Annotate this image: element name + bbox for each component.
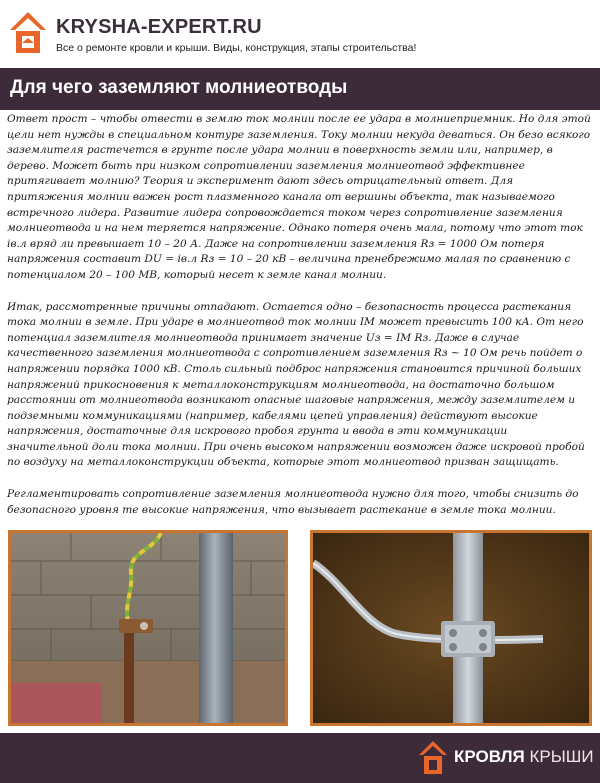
footer-brand-part2: КРЫШИ bbox=[529, 747, 594, 766]
article-paragraph: Итак, рассмотренные причины отпадают. Остается одно – безопасность процесса растекания тока молнии в земле. При ударе в молниеотвод ток молнии IM может превысить 100 кА. От него потенциал заземлителя молниеотвода принимает значение Uз = IM Rз. Даже в случае качественного заземления молниеотвода с сопротивлением заземления Rз ~ 10 Ом речь пойдет о напряжении порядка 1000 кВ. Столь сильный подброс напряжения становится причиной больших напряжений прикосновения к металлоконструкциям молниеотвода, на достаточно большом расстоянии от молниеотвода возникают опасные шаговые напряжения, между заземлителем и подземными коммуникациями (например, кабелями цепей управления) действуют высокие напряжения, достаточные для искрового пробоя грунта и ввода в эти коммуникации значительной доли тока молнии. При очень высоком напряжении возможен даже искровой пробой по воздуху на металлоконструкции объекта, которые этот молниеотвод призван защищать. bbox=[7, 300, 585, 469]
footer-brand-part1: КРОВЛЯ bbox=[454, 747, 525, 766]
footer-brand[interactable] bbox=[454, 747, 594, 767]
house-logo-icon[interactable] bbox=[8, 10, 48, 56]
grounding-rod-illustration bbox=[11, 533, 285, 723]
site-header bbox=[0, 0, 600, 68]
article-paragraph: Ответ прост – чтобы отвести в землю ток молнии после ее удара в молниеприемник. Но для этой цели нет нужды в специальном контуре заземления. Току молнии некуда деваться. Он безо всякого заземлителя растечется в грунте после удара молнии в поверхность земли или, например, в дерево. Может быть при низком сопротивлении заземления молниеотвод эффективнее притягивает молнию? Теория и эксперимент дают здесь отрицательный ответ. Для притяжения молнии важен рост плазменного канала от вершины объекта, так называемого встречного лидера. Развитие лидера сопровождается током через сопротивление заземления молниеотвода и на нем теряется напряжение. Однако потеря очень мала, потому что этот ток iв.л вряд ли превышает 10 – 20 А. Даже на сопротивлении заземления Rз = 1000 Ом потеря напряжения составит DU = iв.л Rз = 10 – 20 кВ – величина пренебрежимо малая по сравнению с потенциалом 20 – 100 МВ, который несет к земле канал молнии. bbox=[7, 113, 591, 281]
clamp-illustration bbox=[313, 533, 589, 723]
article-body bbox=[7, 112, 591, 534]
title-bar bbox=[0, 68, 600, 110]
site-name[interactable]: KRYSHA-EXPERT.RU bbox=[56, 16, 262, 38]
grounding-rod-photo bbox=[8, 530, 288, 726]
page-title: Для чего заземляют молниеотводы bbox=[10, 77, 348, 98]
article-paragraph: Регламентировать сопротивление заземления молниеотвода нужно для того, чтобы снизить до безопасного уровня те высокие напряжения, что вызывает растекание в земле тока молнии. bbox=[7, 488, 579, 516]
clamp-connection-photo bbox=[310, 530, 592, 726]
site-tagline: Все о ремонте кровли и крыши. Виды, конструкция, этапы строительства! bbox=[56, 42, 417, 54]
house-logo-icon[interactable] bbox=[418, 740, 448, 776]
